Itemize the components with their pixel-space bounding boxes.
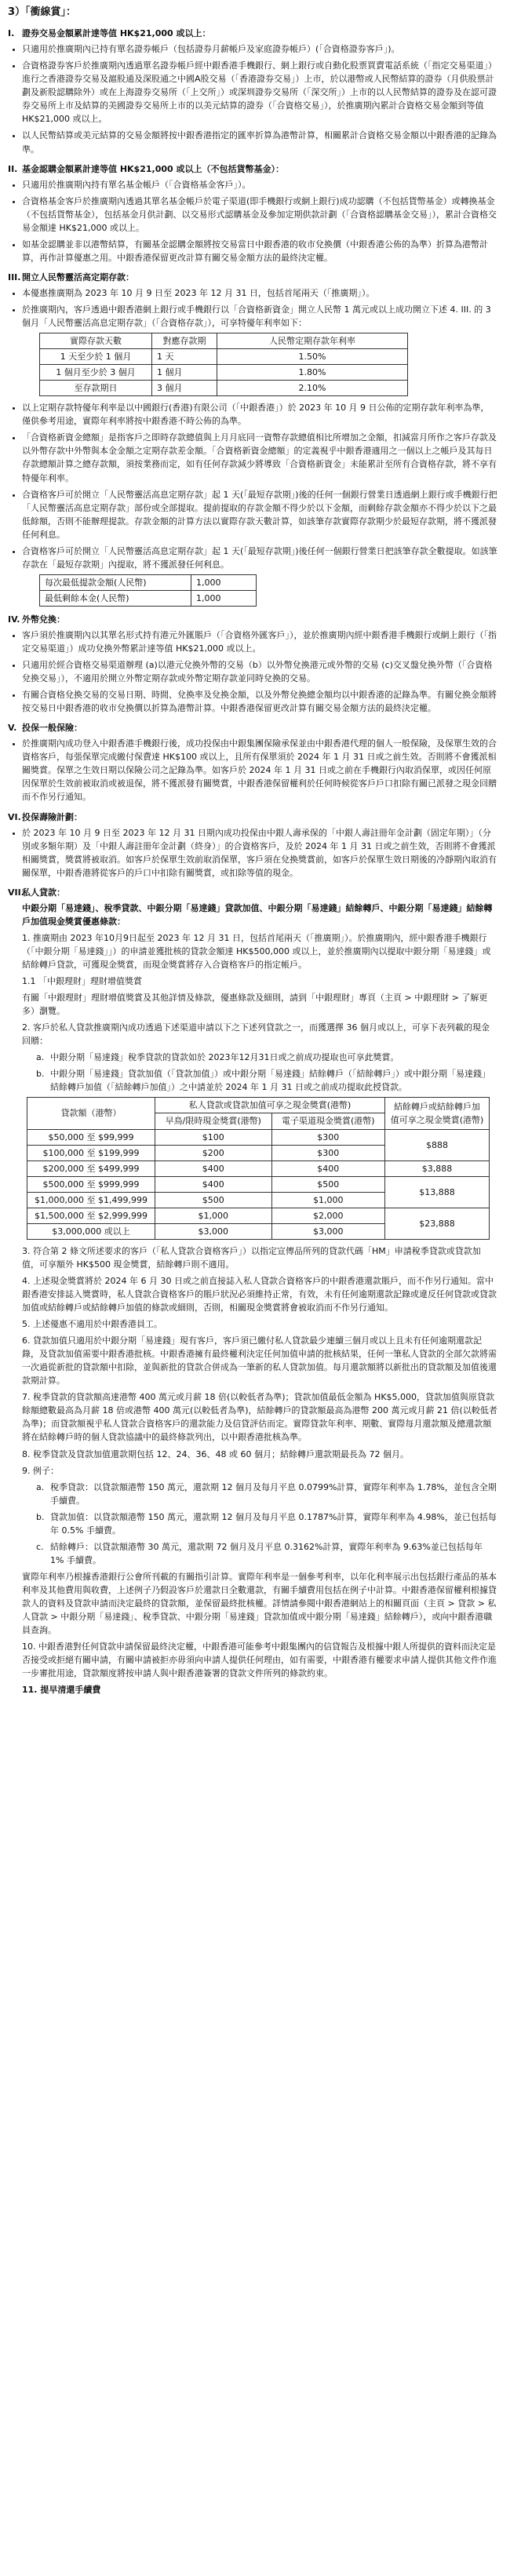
- list-item: • 於推廣期內成功登入中銀香港手機銀行後，成功投保由中銀集團保險承保並由中銀香港代理的個人一般保險，及保單生效的合資格客戶，每張保單完成繳付保費達 HK$100 或以上，且所有保單須於 2024 年 1 月 31 日或之前生效。否則將不會獲派相關獎賞。保單之生效日期以保險公司之記錄為準。如客戶於 2024 年 1 月 31 日或之前在手機銀行內取消保單，或因任何原因保單於生效前被取消或被退保，將不獲派發有關獎賞，中銀香港保留權利於任何時候從客戶戶口扣除有關已派發之現金回贈而不作另行通知。: [22, 737, 497, 803]
- table-cell: 3 個月: [152, 381, 217, 396]
- table-cell: $500: [271, 1176, 384, 1192]
- table-cell: $50,000 至 $99,999: [27, 1129, 155, 1145]
- list-item: • 只適用於推廣期內持有單名基金帳戶（「合資格基金客戶」）。: [22, 178, 497, 191]
- table-cell: $300: [271, 1145, 384, 1160]
- table-cell: 最低剩餘本金(人民幣): [40, 590, 191, 606]
- list-item: • 於推廣期內，客戶透過中銀香港網上銀行或手機銀行以「合資格新資金」開立人民幣 1 萬元或以上成功開立下述 4. III. 的 3 個月「人民幣靈活高息定期存款」（「合資格存款」），可享特優年利率如下：: [22, 303, 497, 330]
- table-cell: $400: [271, 1160, 384, 1176]
- paragraph: 8. 稅季貸款及貸款加值還款期包括 12、24、36、48 或 60 個月；結餘轉戶還款期最長為 72 個月。: [22, 1448, 409, 1459]
- table-row: [27, 1129, 490, 1145]
- table-cell: $888: [385, 1129, 490, 1160]
- list-item: b. 貸款加值：以貸款額港幣 150 萬元，還款期 12 個月及每月平息 0.1787%計算，實際年利率為 4.98%，並已包括每年 0.5% 手續費。: [36, 1511, 497, 1536]
- section-list: [8, 629, 497, 715]
- table-cell: 1 天至少於 1 個月: [40, 349, 152, 365]
- list-item: • 合資格客戶可於開立「人民幣靈活高息定期存款」起 1 天(「最短存款期」)後的任何一個銀行營業日透過網上銀行或手機銀行把「人民幣靈活高息定期存款」部份或全部提取。提前提取的存款金額不得少於以下金額，而剩餘存款金額亦不得少於以下之最低餘額，否則不能辦理提款。存款金額的計算方法以實際存款天數計算，如該筆存款實際存款期少於最短存款期，將不獲派發任何利息。: [22, 488, 497, 541]
- list-item: • 合資格基金客戶於推廣期內透過其單名基金帳戶於電子渠道(即手機銀行或網上銀行)成功認購（不包括貨幣基金）或轉換基金（不包括貨幣基金），包括基金月供計劃、以交易形式認購基金及參加定期供款計劃（「合資格認購基金交易」），累計合資格交易金額達 HK$21,000 或以上。: [22, 195, 497, 235]
- table-header: 早鳥/限時現金獎賞(港幣): [155, 1113, 272, 1129]
- table-row: [27, 1160, 490, 1176]
- table-row: [40, 365, 408, 381]
- table-header: 對應存款期: [152, 333, 217, 349]
- section-heading: IV. 外幣兌換：: [8, 614, 65, 625]
- table-cell: 每次最低提款金額(人民幣): [40, 574, 191, 590]
- table-cell: $200: [155, 1145, 272, 1160]
- cash-reward-table: [27, 1097, 490, 1239]
- loan-terms-heading: 中銀分期「易達錢」、稅季貸款、中銀分期「易達錢」貸款加值、中銀分期「易達錢」結餘轉戶、中銀分期「易達錢」結餘轉戶加值現金獎賞優惠條款：: [22, 902, 493, 927]
- table-cell: $500: [155, 1192, 272, 1208]
- list-item: • 合資格客戶可於開立「人民幣靈活高息定期存款」起 1 天(「最短存款期」)後任何一個銀行營業日把該筆存款全數提取。如該筆存款在「最短存款期」內提取，將不獲派發任何利息。: [22, 545, 497, 571]
- list-item: • 只適用於推廣期內已持有單名證券帳戶（包括證券月薪帳戶及家庭證券帳戶）(「合資格證券客戶」)。: [22, 42, 497, 56]
- table-cell: $3,000: [155, 1223, 272, 1239]
- list-item: b. 中銀分期「易達錢」貸款加值（「貸款加值」）或中銀分期「易達錢」結餘轉戶（「結餘轉戶」）或中銀分期「易達錢」結餘轉戶加值（「結餘轉戶加值」）之中請並於 2024 年 1 月 31 日或之前成功提取此授貸款。: [36, 1069, 490, 1093]
- table-header-row: [40, 333, 408, 349]
- list-item: • 有關合資格兌換交易的交易日期、時間、兌換率及兌換金額，以及外幣兌換總金額均以中銀香港的記錄為準。有關兌換金額將按交易日中銀香港的收市兌換價以折算為港幣計算。中銀香港保留更改計算有關交易金額方法的最終決定權。: [22, 688, 497, 715]
- list-item: a. 中銀分期「易達錢」稅季貸款的貸款如於 2023年12月31日或之前成功提取也可享此獎賞。: [36, 1052, 399, 1063]
- list-item: • 只適用於經合資格交易渠道辦理 (a)以港元兌換外幣的交易（b）以外幣兌換港元或外幣的交易 (c)交叉盤兌換外幣（「合資格兌換交易」），不適用於開立外幣定期存款或外幣定期存款並同時兌換的交易。: [22, 658, 497, 685]
- section-list: [8, 737, 497, 803]
- list-item: a. 稅季貸款：以貸款額港幣 150 萬元，還款期 12 個月及每月平息 0.0799%計算，實際年利率為 1.78%，並包含全期手續費。: [36, 1481, 497, 1506]
- table-cell: 1,000: [191, 574, 257, 590]
- paragraph: 2. 客戶於私人貸款推廣期內成功透過下述渠道申請以下之下述列貸款之一，而獲選擇 36 個月或以上，可享下表列載的現金回贈：: [22, 1022, 490, 1047]
- table-header-row: [27, 1098, 490, 1113]
- list-item: c. 結餘轉戶：以貸款額港幣 30 萬元，還款期 72 個月及月平息 0.3162%計算，實際年利率為 9.63%並已包括每年 1% 手續費。: [36, 1541, 483, 1565]
- table-cell: $3,000: [271, 1223, 384, 1239]
- table-cell: 1,000: [191, 590, 257, 606]
- table-cell: $3,888: [385, 1160, 490, 1176]
- section-heading: I. 證券交易金額累計達等值 HK$21,000 或以上：: [8, 28, 211, 39]
- table-cell: 2.10%: [217, 381, 408, 396]
- table-header: 私人貸款或貸款加值可享之現金獎賞(港幣): [155, 1098, 385, 1113]
- paragraph: 5. 上述優惠不適用於中銀香港員工。: [22, 1319, 162, 1330]
- table-cell: $2,000: [271, 1208, 384, 1223]
- paragraph: 1.1 「中銀理財」理財增值獎賞: [22, 976, 142, 987]
- table-row: [40, 349, 408, 365]
- table-cell: 至存款期日: [40, 381, 152, 396]
- list-item: • 客戶須於推廣期內以其單名形式持有港元外匯賬戶（「合資格外匯客戶」），並於推廣期內經中銀香港手機銀行或網上銀行（「指定交易渠道」）成功兌換外幣累計達等值 HK$21,000 或以上。: [22, 629, 497, 655]
- section-heading: II. 基金認購金額累計達等值 HK$21,000 或以上（不包括貨幣基金）：: [8, 163, 284, 174]
- table-cell: $1,500,000 至 $2,999,999: [27, 1208, 155, 1223]
- list-item: • 以上定期存款特優年利率是以中國銀行(香港)有限公司（「中銀香港」）於 2023 年 10 月 9 日公佈的定期存款年利率為準，僅供參考用途，實際年利率將按中銀香港不時公佈的為準。: [22, 401, 497, 428]
- paragraph: 7. 稅季貸款的貸款額高達港幣 400 萬元或月薪 18 倍(以較低者為準)；貸款加值最低金額為 HK$5,000，貸款加值與原貸款餘額總數最高為月薪 18 倍或港幣 400 萬元(以較低者為準)，結餘轉戶的貸款額最高為港幣 200 萬元或月薪 21 倍(以較低者為準)；而貸款額視乎私人貸款合資格客戶的還款能力及信貸評估而定。實際貸款年利率、期數、實際每月還款額及總還款額將在結餘轉戶時的個人貸款協議中的最終條款列出，以中銀香港批核為準。: [22, 1392, 497, 1443]
- table-cell: 1.80%: [217, 365, 408, 381]
- paragraph: 9. 例子：: [22, 1465, 59, 1476]
- table-header: 實際存款天數: [40, 333, 152, 349]
- table-row: [40, 574, 257, 590]
- page-title: 3）「衝線賞」：: [8, 6, 77, 18]
- section-heading: VII.私人貸款：: [8, 887, 65, 898]
- table-row: [27, 1208, 490, 1223]
- section-list: [8, 286, 497, 330]
- table-cell: $100: [155, 1129, 272, 1145]
- paragraph: 實際年利率乃根據香港銀行公會所刊載的有關指引計算。實際年利率是一個參考利率，以年化利率展示出包括銀行產品的基本利率及其他費用與收費，上述例子乃假設客戶於還款日全數還款，有關手續費用包括在例子中計算。中銀香港保留權利根據貸款人的資料及貸款申請而決定最終的貸款額，並保留最終批核權。詳情請參閱中銀香港網站上的相關頁面（主頁 > 貸款 > 私人貸款 > 中銀分期「易達錢」、稅季貸款、中銀分期「易達錢」貸款加值或中銀分期「易達錢」結餘轉戶），或向中銀香港職員查詢。: [22, 1571, 497, 1636]
- table-cell: 1.50%: [217, 349, 408, 365]
- list-item: • 如基金認購並非以港幣結算，有關基金認購金額將按交易當日中銀香港的收市兌換價（中銀香港公佈的為準）折算為港幣計算，再作計算優惠之用。中銀香港保留更改計算有關交易金額方法的最終決定權。: [22, 238, 497, 264]
- table-cell: $1,000: [155, 1208, 272, 1223]
- table-header: 人民幣定期存款年利率: [217, 333, 408, 349]
- list-item: • 「合資格新資金總額」是指客戶之即時存款總值與上月月底同一資幣存款總值相比所增加之金額，扣減當月所作之客戶存款及以外幣存款中外幣與本金金額之定期存款差金額。「合資格新資金總額」的定義視乎中銀香港適用之一個以上之帳戶及其每日存款總額計算之總存款額，須按業務而定，如有任何存款減少將導致「合資格新資金」未能累計至所有合資格存款，將不享有特優年利率。: [22, 431, 497, 484]
- section-list: [8, 826, 497, 880]
- table-cell: $500,000 至 $999,999: [27, 1176, 155, 1192]
- table-cell: $3,000,000 或以上: [27, 1223, 155, 1239]
- section-heading: VI.投保壽險計劃：: [8, 811, 82, 822]
- table-cell: $400: [155, 1176, 272, 1192]
- section-heading: III. 開立人民幣靈活高定期存款：: [8, 271, 134, 282]
- table-cell: $300: [271, 1129, 384, 1145]
- paragraph: 有關「中銀理財」理財增值獎賞及其他詳情及條款，優惠條款及細則，請到「中銀理財」專頁（主頁 > 中銀理財 > 了解更多）瀏覽。: [22, 993, 488, 1017]
- table-header: 電子渠道現金獎賞(港幣): [271, 1113, 384, 1129]
- table-header: 結餘轉戶或結餘轉戶加值可享之現金獎賞(港幣): [385, 1098, 490, 1129]
- table-cell: $23,888: [385, 1208, 490, 1239]
- table-row: [40, 590, 257, 606]
- paragraph: 11. 提早清還手續費: [22, 1685, 101, 1696]
- paragraph: 3. 符合第 2 條文所述要求的客戶（「私人貸款合資格客戶」）以指定宣傳品所列的貸款代碼「HM」申請稅季貸款或貸款加值，可享額外 HK$500 現金獎賞，結餘轉戶則不適用。: [22, 1245, 481, 1270]
- rate-table: [39, 333, 408, 396]
- paragraph: 4. 上述現金獎賞將於 2024 年 6 月 30 日或之前直接誌入私人貸款合資格客戶的中銀香港還款賬戶，而不作另行通知。當中銀香港安排誌入獎賞時，私人貸款合資格客戶的賬戶狀況必須維持正常，有效，未有任何逾期還款記錄或違反任何貸款或貸款加值或結餘轉戶或結餘轉戶加值的條款或細則，否則，相關現金獎賞將會被取消而不作另行通知。: [22, 1275, 497, 1314]
- table-cell: 1 天: [152, 349, 217, 365]
- list-item: • 以人民幣結算或美元結算的交易金額將按中銀香港指定的匯率折算為港幣計算，相關累計合資格交易金額以中銀香港的記錄為準。: [22, 129, 497, 155]
- paragraph: 6. 貸款加值只適用於中銀分期「易達錢」現有客戶，客戶須已繳付私人貸款最少連續三個月或以上且未有任何逾期還款記錄，及貸款加值需要中銀香港批核。中銀香港擁有最終權利決定任何加值申請的批核結果，任何一筆私人貸款的全部欠款將需一次過從新批的貸款額中扣除，並與新批的貸款合併成為一筆新的私人貸款加值。每月還款額將以新批出的貸款額及加值後還款期計算。: [22, 1335, 497, 1386]
- paragraph: 1. 推廣期由 2023 年10月9日起至 2023 年 12 月 31 日，包括首尾兩天（「推廣期」）。於推廣期內，經中銀香港手機銀行（「中銀分期「易達錢」」）的申請並獲批核的貸款金額達 HK$500,000 或以上，並於推廣期內以提取中銀分期「易達錢」或結餘轉戶貸款，可獲現金獎賞，而現金獎賞將存入合資格客戶的指定帳戶。: [22, 932, 491, 970]
- table-cell: 1 個月至少於 3 個月: [40, 365, 152, 381]
- table-row: [40, 381, 408, 396]
- table-cell: $1,000,000 至 $1,499,999: [27, 1192, 155, 1208]
- table-cell: $200,000 至 $499,999: [27, 1160, 155, 1176]
- withdrawal-table: [39, 574, 257, 607]
- table-header: 貸款額（港幣）: [27, 1098, 155, 1129]
- section-list: [8, 401, 497, 571]
- section-list: [8, 178, 497, 264]
- table-cell: $400: [155, 1160, 272, 1176]
- table-cell: $1,000: [271, 1192, 384, 1208]
- table-cell: $13,888: [385, 1176, 490, 1208]
- table-cell: $100,000 至 $199,999: [27, 1145, 155, 1160]
- table-row: [27, 1176, 490, 1192]
- list-item: • 於 2023 年 10 月 9 日至 2023 年 12 月 31 日期內成功投保由中銀人壽承保的「中銀人壽註冊年金計劃（固定年期）」（分別或多類年期）及「中銀人壽註冊年金計劃（終身）」的合資格客戶，及於 2024 年 1 月 31 日或之前生效，否則將不會獲派相關獎賞，獎賞將被取消。如客戶於保單生效前取消保單，客戶須在兌換獎賞前，如客戶於保單生效日期後的冷靜期內取消有關保單，中銀香港將從客戶的戶口中扣除有關獎賞，或扣除等值的現金。: [22, 826, 497, 880]
- table-cell: 1 個月: [152, 365, 217, 381]
- list-item: • 合資格證券客戶於推廣期內透過單名證券帳戶經中銀香港手機銀行、網上銀行或自動化股票買賣電話系統（「指定交易渠道」）進行之香港證券交易及滬股通及深股通之中國A股交易（「香港證券交易」）上市，於以港幣或人民幣結算的證券（月供股票計劃及新股認購除外）或在上海證券交易所（「上交所」）或深圳證券交易所（「深交所」）上市的以人民幣結算的證券及在認可證券交易所上市及結算的美國證券交易所上市的以美元結算的證券（「合資格交易」），於推廣期內累計合資格交易金額到等值 HK$21,000 或以上。: [22, 59, 497, 126]
- section-list: [8, 42, 497, 155]
- section-heading: V. 投保一般保險：: [8, 723, 82, 734]
- paragraph: 10. 中銀香港對任何貸款申請保留最終決定權，中銀香港可能參考中銀集團內的信貸報告及根據中銀人所提供的資料而決定是否接受或拒絕有關申請，有關申請被拒亦毋須向申請人提供任何理由，如有需要，中銀香港有權要求申請人提供其他文件作進一步審批用途，貸款額度將按申請人與中銀香港簽署的貸款文件所列的條款約束。: [22, 1641, 497, 1679]
- list-item: • 本優惠推廣期為 2023 年 10 月 9 日至 2023 年 12 月 31 日，包括首尾兩天（「推廣期」）。: [22, 286, 497, 300]
